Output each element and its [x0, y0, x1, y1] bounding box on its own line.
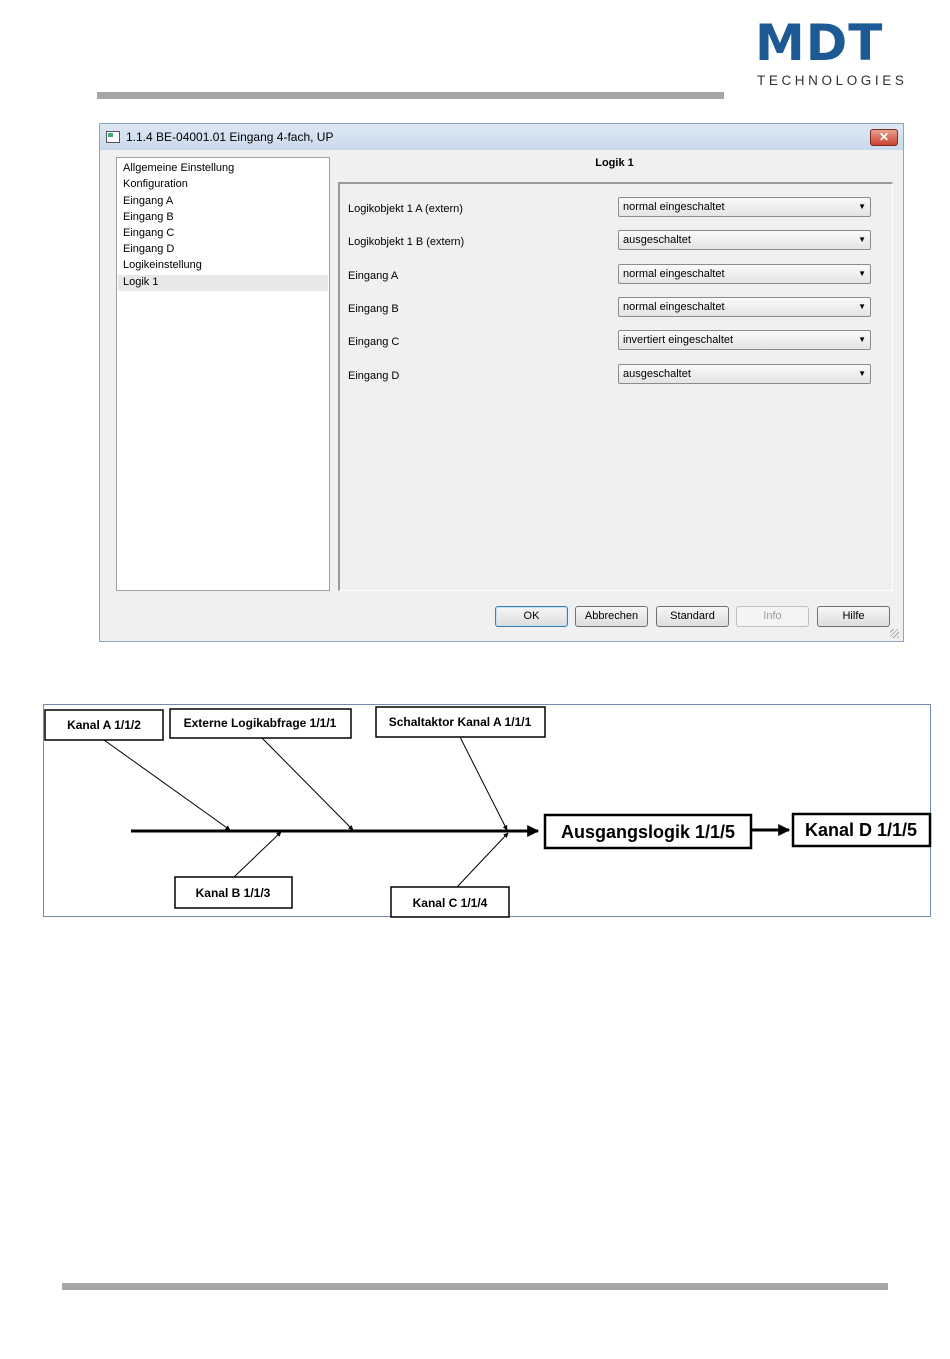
box-kanal-a [45, 710, 163, 740]
logo-text: MDT [755, 14, 884, 72]
connector-schaltaktor [460, 737, 507, 830]
connector-kanal-c [457, 833, 508, 887]
tree-item-eingang-a[interactable]: Eingang A [123, 195, 174, 207]
box-externe-label: Externe Logikabfrage 1/1/1 [183, 716, 337, 730]
param-label-eingang-b: Eingang B [348, 303, 399, 315]
logo-subtitle: TECHNOLOGIES [757, 73, 908, 88]
select-value: invertiert eingeschaltet [623, 334, 734, 346]
connector-externe [262, 738, 353, 830]
chevron-down-icon: ▼ [858, 269, 866, 278]
tree-item-logikeinstellung[interactable]: Logikeinstellung [123, 259, 202, 271]
tree-item-eingang-d[interactable]: Eingang D [123, 243, 175, 255]
tree-item-logik-1[interactable]: Logik 1 [118, 275, 328, 291]
param-label-eingang-a: Eingang A [348, 270, 399, 282]
box-kanal-c-label: Kanal C 1/1/4 [412, 896, 488, 910]
select-value: ausgeschaltet [623, 368, 691, 380]
param-label-logikobjekt-a: Logikobjekt 1 A (extern) [348, 203, 463, 215]
panel-title: Logik 1 [595, 157, 634, 169]
param-label-logikobjekt-b: Logikobjekt 1 B (extern) [348, 236, 465, 248]
chevron-down-icon: ▼ [858, 369, 866, 378]
close-icon[interactable]: ✕ [870, 129, 898, 146]
chevron-down-icon: ▼ [858, 335, 866, 344]
box-schaltaktor-label: Schaltaktor Kanal A 1/1/1 [388, 715, 532, 729]
select-value: ausgeschaltet [623, 234, 691, 246]
parameter-tree [116, 157, 330, 591]
cancel-button[interactable]: Abbrechen [575, 606, 648, 627]
box-ausgangslogik [545, 815, 751, 848]
window-icon [106, 131, 120, 143]
select-value: normal eingeschaltet [623, 268, 725, 280]
box-kanal-b [175, 877, 292, 908]
param-label-eingang-c: Eingang C [348, 336, 400, 348]
param-label-eingang-d: Eingang D [348, 370, 400, 382]
select-eingang-b[interactable] [618, 297, 871, 317]
box-schaltaktor [376, 707, 545, 737]
box-externe-logikabfrage [170, 709, 351, 738]
footer-divider [62, 1283, 888, 1290]
box-kanal-d-label: Kanal D 1/1/5 [804, 820, 918, 840]
resize-grip-icon[interactable] [890, 629, 899, 638]
box-kanal-c [391, 887, 509, 917]
logic-diagram [43, 704, 931, 917]
tree-item-eingang-b[interactable]: Eingang B [123, 211, 174, 223]
chevron-down-icon: ▼ [858, 302, 866, 311]
select-eingang-d[interactable] [618, 364, 871, 384]
box-kanal-b-label: Kanal B 1/1/3 [195, 886, 271, 900]
title-bar[interactable] [100, 124, 903, 150]
settings-dialog [99, 123, 904, 642]
select-eingang-a[interactable] [618, 264, 871, 284]
parameter-panel [338, 182, 893, 591]
help-button[interactable]: Hilfe [817, 606, 890, 627]
dialog-client [101, 150, 902, 641]
logic-diagram-svg [44, 705, 932, 918]
info-button: Info [736, 606, 809, 627]
header-divider [97, 92, 724, 99]
connector-kanal-b [234, 832, 281, 877]
select-logikobjekt-b[interactable] [618, 230, 871, 250]
standard-button[interactable]: Standard [656, 606, 729, 627]
connector-kanal-a [104, 740, 230, 830]
select-eingang-c[interactable] [618, 330, 871, 350]
chevron-down-icon: ▼ [858, 235, 866, 244]
tree-item-allgemeine[interactable]: Allgemeine Einstellung [123, 162, 235, 174]
box-kanal-d [793, 814, 930, 846]
select-logikobjekt-a[interactable] [618, 197, 871, 217]
window-title: 1.1.4 BE-04001.01 Eingang 4-fach, UP [126, 130, 334, 144]
box-kanal-a-label: Kanal A 1/1/2 [67, 718, 141, 732]
select-value: normal eingeschaltet [623, 201, 725, 213]
box-ausgangslogik-label: Ausgangslogik 1/1/5 [560, 822, 736, 842]
mdt-logo [755, 14, 908, 90]
select-value: normal eingeschaltet [623, 301, 725, 313]
tree-item-eingang-c[interactable]: Eingang C [123, 227, 175, 239]
ok-button[interactable]: OK [495, 606, 568, 627]
chevron-down-icon: ▼ [858, 202, 866, 211]
tree-item-konfiguration[interactable]: Konfiguration [123, 178, 188, 190]
